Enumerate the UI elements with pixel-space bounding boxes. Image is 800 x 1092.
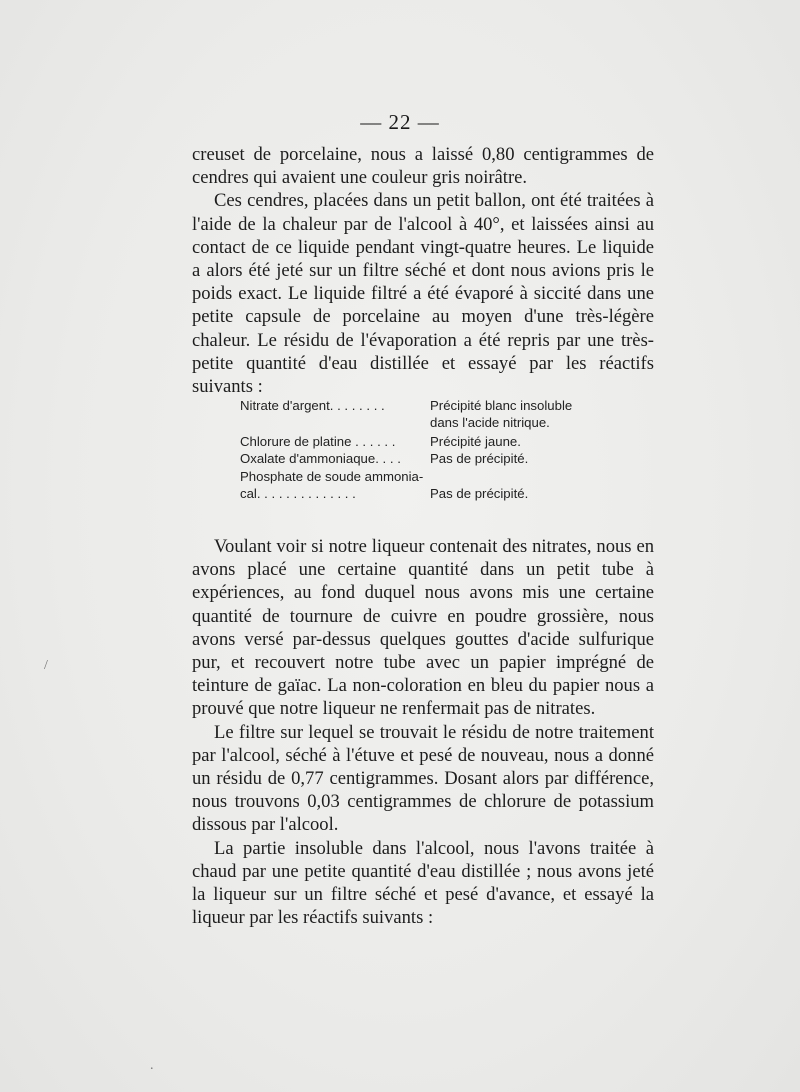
reagent-row	[240, 397, 620, 414]
margin-mark: /	[44, 658, 48, 673]
reagent-name: Phosphate de soude ammonia-	[240, 468, 424, 484]
reagent-result: Précipité jaune.	[430, 433, 521, 449]
reagent-result: Pas de précipité.	[430, 486, 529, 502]
reagent-result: dans l'acide nitrique.	[430, 415, 550, 431]
paragraph: Le filtre sur lequel se trouvait le résidu de notre traitement par l'alcool, séché à l'étuve et pesé de nouveau, nous a donné un résidu de 0,77 centigrammes. Dosant alors par différence, nous trouvons 0,03 centigrammes de chlorure de potassium dissous par l'alcool.	[192, 721, 654, 836]
reagent-name: Chlorure de platine . . . . . .	[240, 433, 396, 449]
reagent-name: Nitrate d'argent. . . . . . . .	[240, 398, 385, 413]
text-block-bottom	[192, 535, 654, 929]
reagent-result: Précipité blanc insoluble	[430, 398, 573, 413]
paragraph: La partie insoluble dans l'alcool, nous l'avons traitée à chaud par une petite quantité d'eau distillée ; nous avons jeté la liqueur sur un filtre séché et pesé d'avance, et essayé la liqueur par les réactifs suivants :	[192, 837, 654, 929]
reagent-row	[240, 485, 620, 502]
reagent-name	[240, 414, 430, 431]
paragraph: Ces cendres, placées dans un petit ballon, ont été traitées à l'aide de la chaleur par de l'alcool à 40°, et laissées ainsi au contact de ce liquide pendant vingt-quatre heures. Le liquide a alors été jeté sur un filtre séché et dont nous avions pris le poids exact. Le liquide filtré a été évaporé à siccité dans une petite capsule de porcelaine au moyen d'une très-légère chaleur. Le résidu de l'évaporation a été repris par une très-petite quantité d'eau distillée et essayé par les réactifs suivants :	[192, 190, 654, 398]
page-number: — 22 —	[360, 110, 440, 134]
text-block-top	[192, 143, 654, 398]
reagent-row	[240, 414, 620, 431]
reagent-name: cal. . . . . . . . . . . . . .	[240, 486, 356, 502]
margin-mark: .	[150, 1058, 154, 1073]
reagent-row	[240, 468, 620, 485]
reagent-table	[240, 397, 620, 502]
paragraph: Voulant voir si notre liqueur contenait des nitrates, nous en avons placé une certaine quantité dans un petit tube à expériences, au fond duquel nous avons mis une certaine quantité de tournure de cuivre en poudre grossière, nous avons versé par-dessus quelques gouttes d'acide sulfurique pur, et recouvert notre tube avec un papier imprégné de teinture de gaïac. La non-coloration en bleu du papier nous a prouvé que notre liqueur ne renfermait pas de nitrates.	[192, 536, 654, 720]
reagent-row	[240, 450, 620, 467]
paragraph: creuset de porcelaine, nous a laissé 0,80 centigrammes de cendres qui avaient une couleur gris noirâtre.	[192, 144, 654, 189]
reagent-result: Pas de précipité.	[430, 451, 529, 467]
reagent-row	[240, 433, 620, 450]
reagent-result	[430, 468, 620, 485]
reagent-name: Oxalate d'ammoniaque. . . .	[240, 451, 401, 467]
